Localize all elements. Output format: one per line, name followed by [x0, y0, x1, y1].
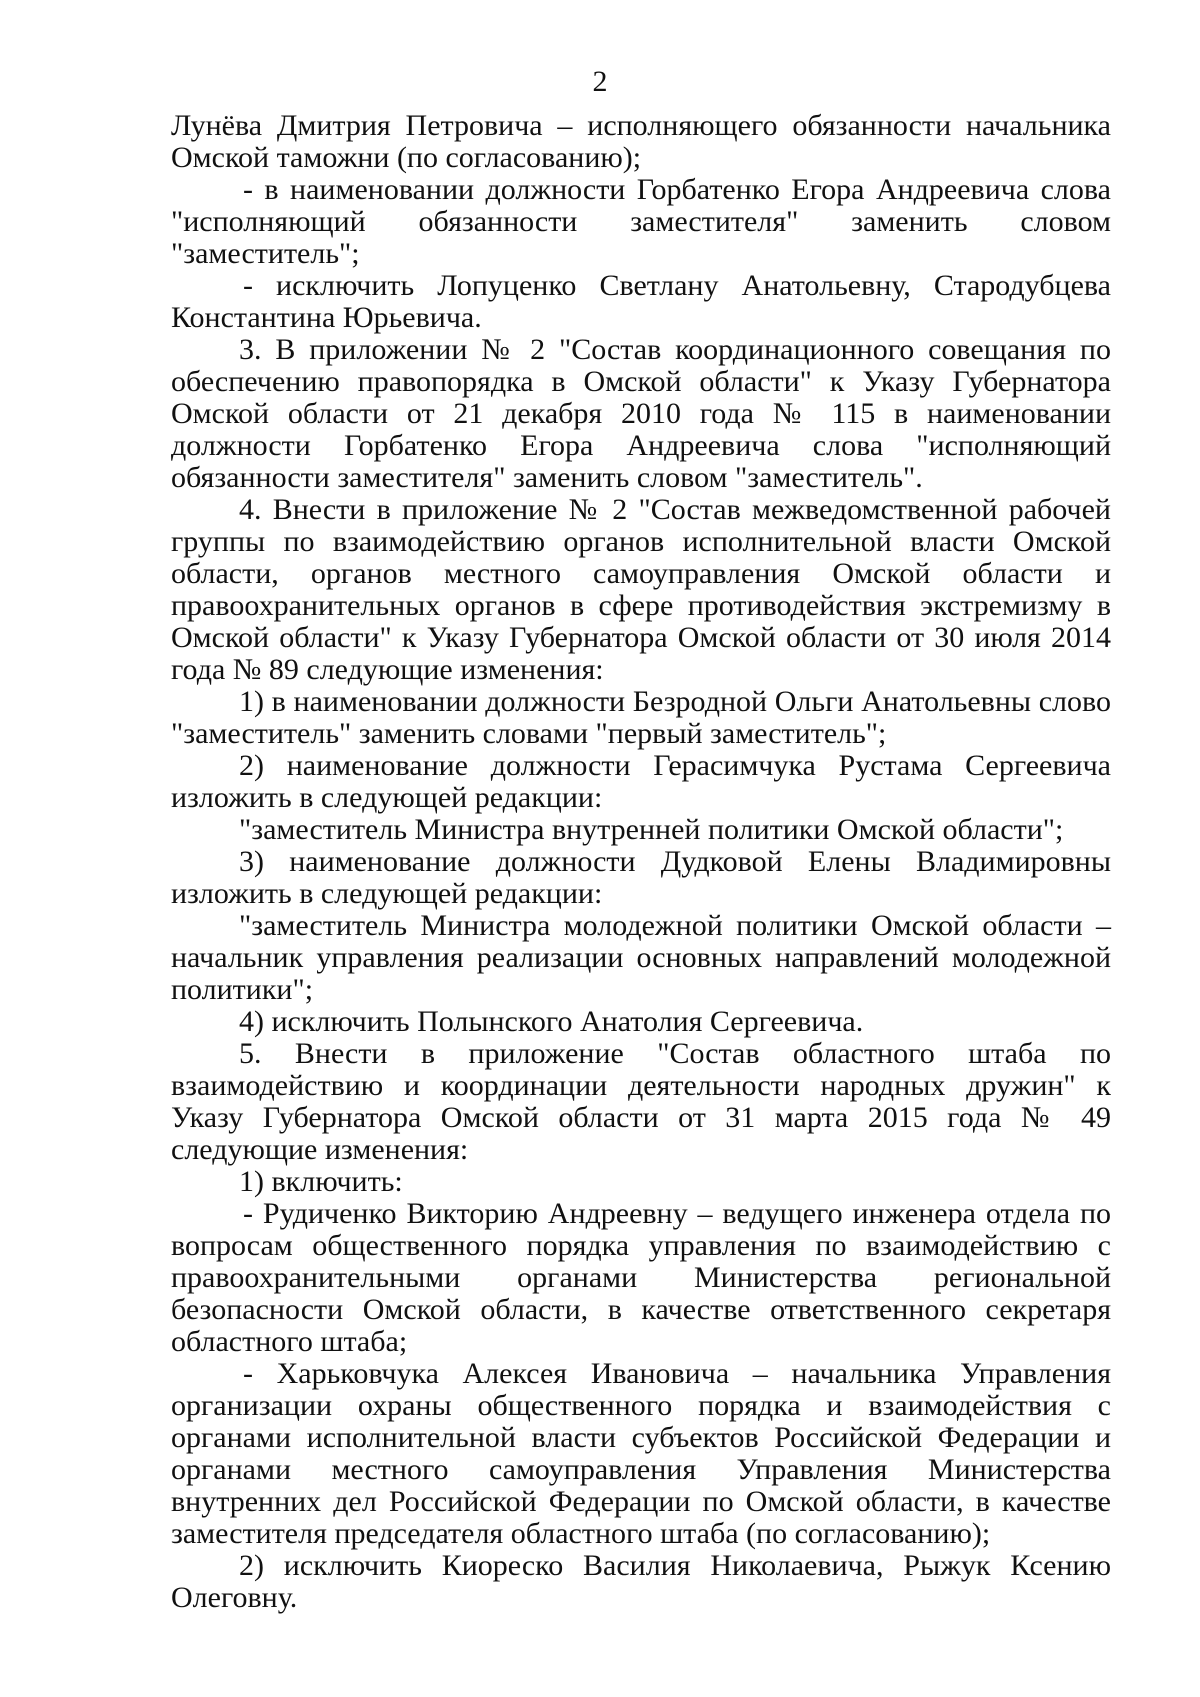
paragraph: 3. В приложении № 2 "Состав координационного совещания по обеспечению правопорядка в Омской области" к Указу Губернатора Омской области от 21 декабря 2010 года № 115 в наименовании должности Горбатенко Егора Андреевича слова "исполняющий обязанности заместителя" заменить словом "заместитель".: [171, 333, 1111, 494]
paragraph: 2) наименование должности Герасимчука Рустама Сергеевича изложить в следующей редакции:: [171, 749, 1111, 814]
paragraph: "заместитель Министра молодежной политики Омской области – начальник управления реализации основных направлений молодежной политики";: [171, 909, 1111, 1006]
paragraph: - Харьковчука Алексея Ивановича – начальника Управления организации охраны общественного порядка и взаимодействия с органами исполнительной власти субъектов Российской Федерации и органами местного самоуправления Управления Министерства внутренних дел Российской Федерации по Омской области, в качестве заместителя председателя областного штаба (по согласованию);: [171, 1357, 1111, 1550]
paragraph: - в наименовании должности Горбатенко Егора Андреевича слова "исполняющий обязанности заместителя" заменить словом "заместитель";: [171, 173, 1111, 270]
paragraph: 1) в наименовании должности Безродной Ольги Анатольевны слово "заместитель" заменить словами "первый заместитель";: [171, 685, 1111, 750]
paragraph: 5. Внести в приложение "Состав областного штаба по взаимодействию и координации деятельности народных дружин" к Указу Губернатора Омской области от 31 марта 2015 года № 49 следующие изменения:: [171, 1037, 1111, 1166]
paragraph: 4. Внести в приложение № 2 "Состав межведомственной рабочей группы по взаимодействию органов исполнительной власти Омской области, органов местного самоуправления Омской области и правоохранительных органов в сфере противодействия экстремизму в Омской области" к Указу Губернатора Омской области от 30 июля 2014 года № 89 следующие изменения:: [171, 493, 1111, 686]
paragraph: 1) включить:: [239, 1165, 403, 1198]
paragraph: - исключить Лопуценко Светлану Анатольевну, Стародубцева Константина Юрьевича.: [171, 269, 1111, 334]
page-number: 2: [592, 65, 608, 98]
paragraph: Лунёва Дмитрия Петровича – исполняющего обязанности начальника Омской таможни (по согласованию);: [171, 109, 1111, 174]
paragraph: 2) исключить Киореско Василия Николаевича, Рыжук Ксению Олеговну.: [171, 1549, 1111, 1614]
paragraph: "заместитель Министра внутренней политики Омской области";: [239, 813, 1064, 846]
paragraph: 3) наименование должности Дудковой Елены Владимировны изложить в следующей редакции:: [171, 845, 1111, 910]
paragraph: 4) исключить Полынского Анатолия Сергеевича.: [239, 1005, 864, 1038]
paragraph: - Рудиченко Викторию Андреевну – ведущего инженера отдела по вопросам общественного порядка управления по взаимодействию с правоохранительными органами Министерства региональной безопасности Омской области, в качестве ответственного секретаря областного штаба;: [171, 1197, 1111, 1358]
document-body: [171, 110, 1111, 1614]
